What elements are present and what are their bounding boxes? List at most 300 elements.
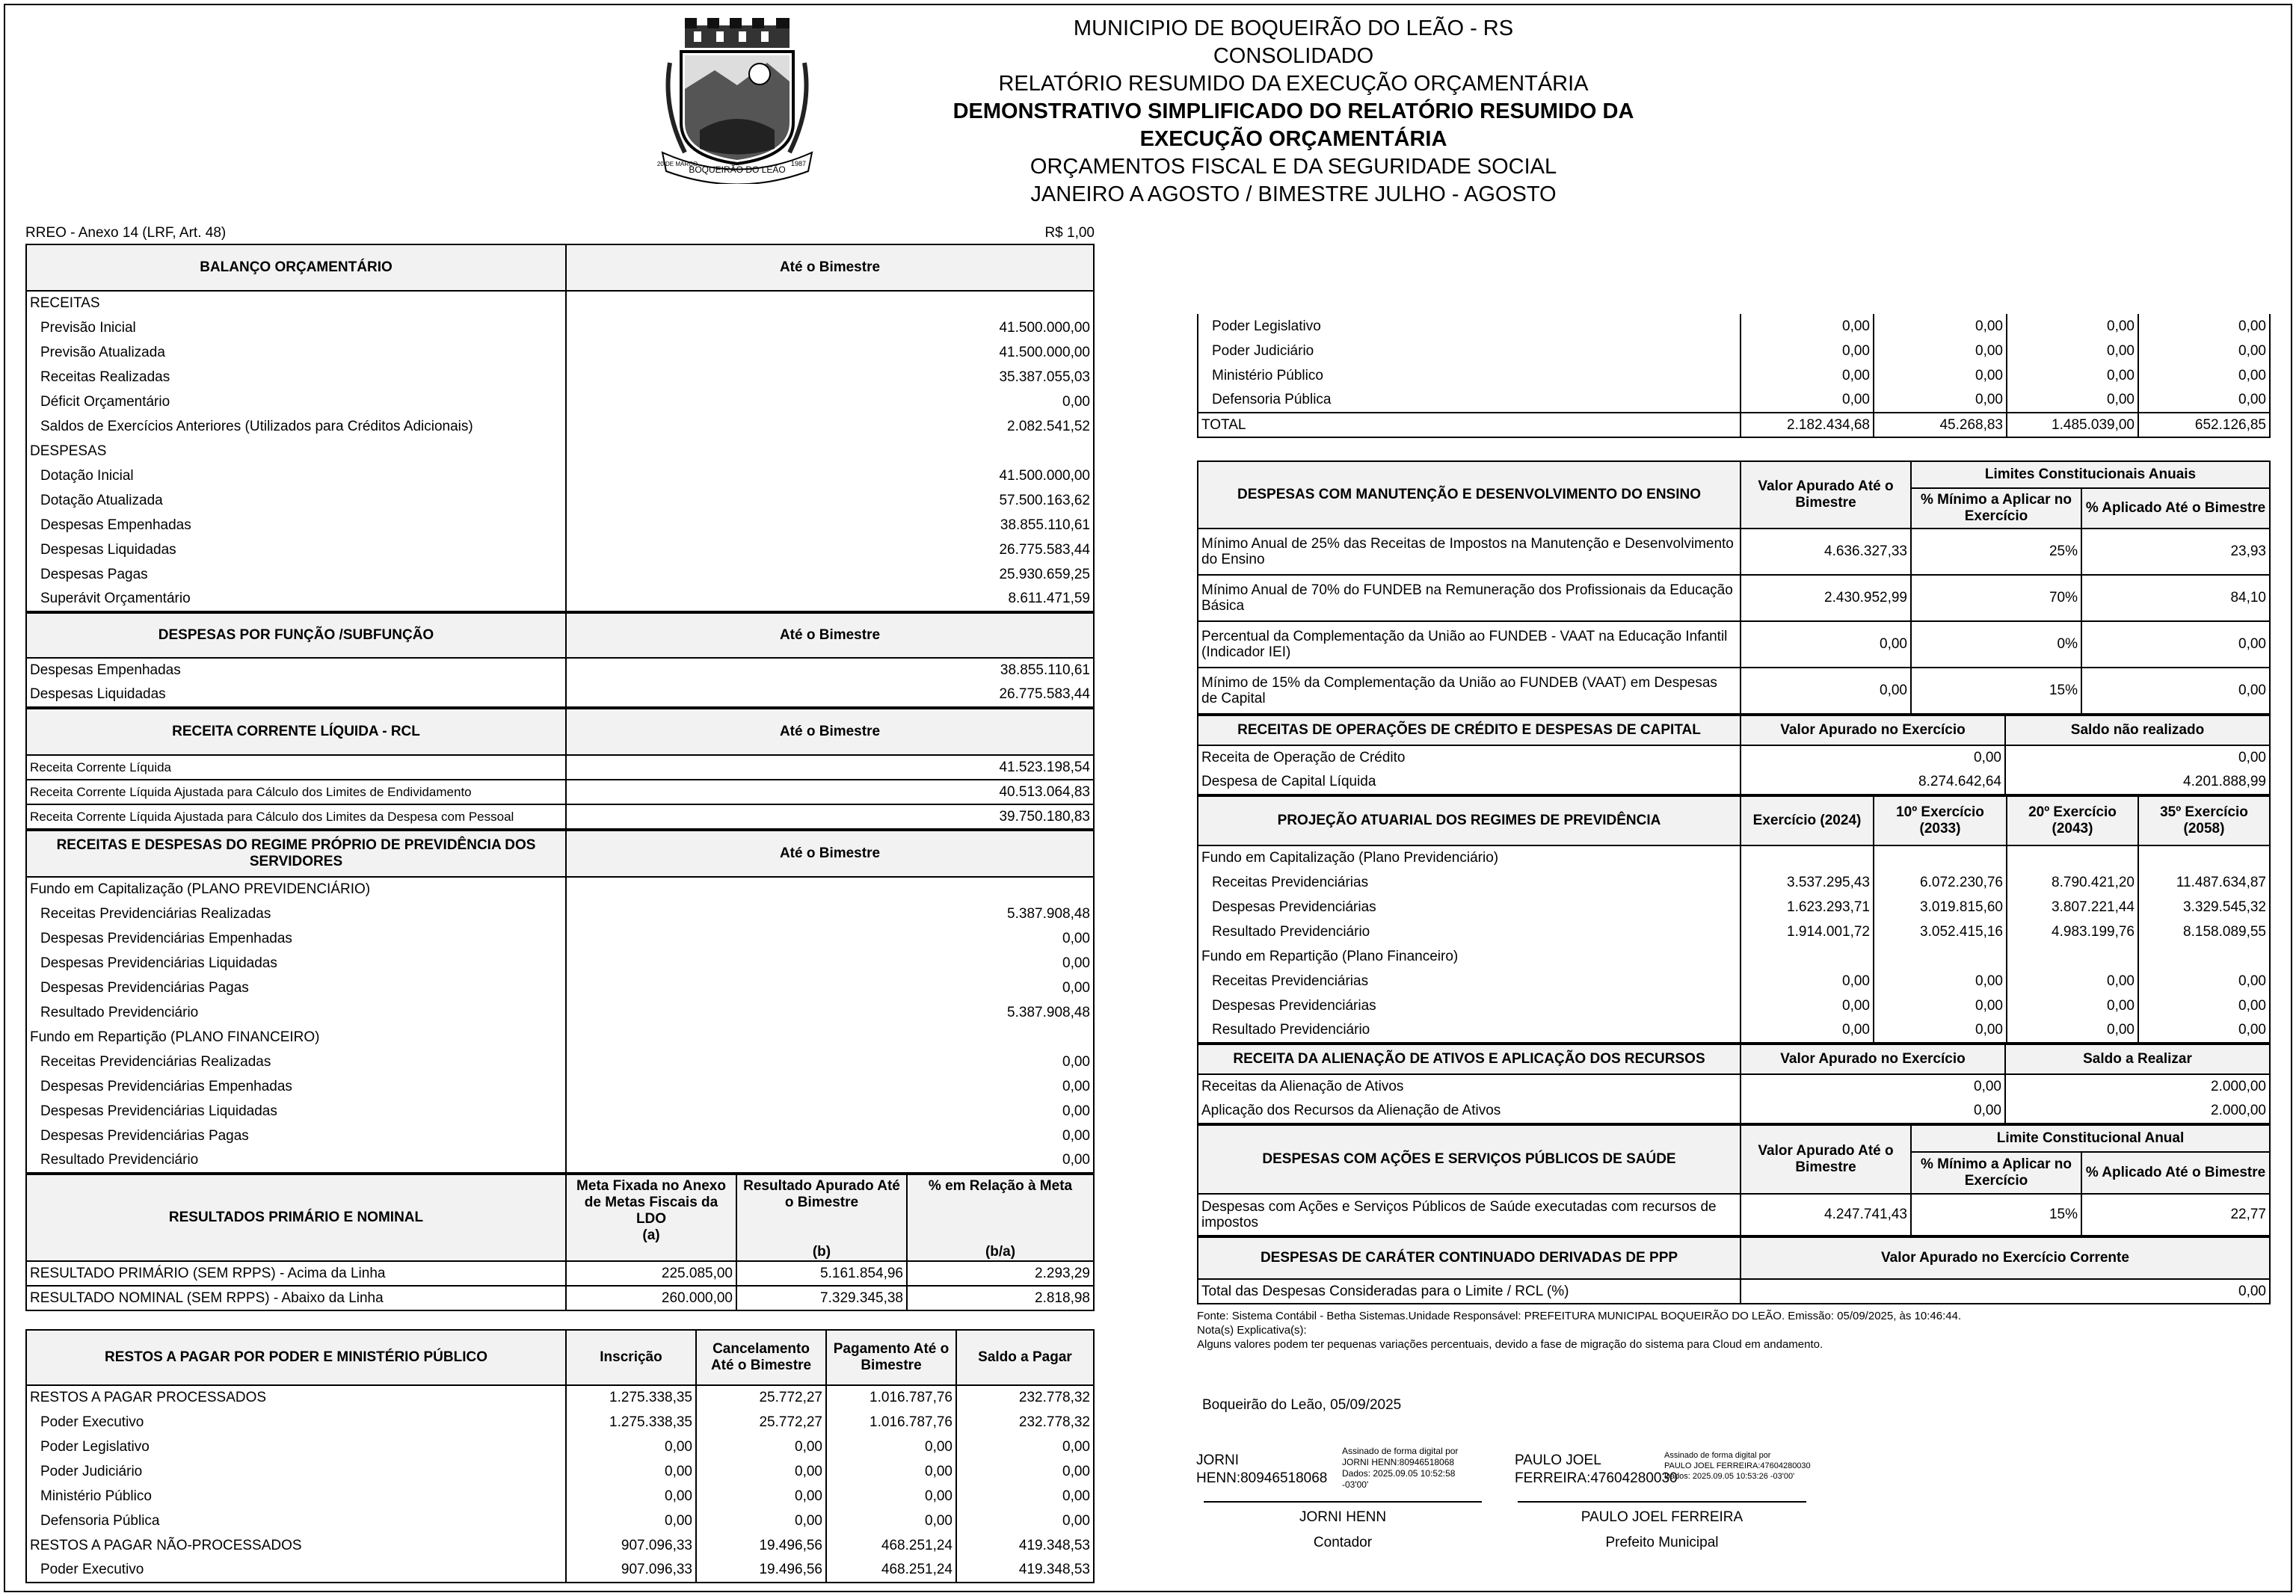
saude-limite-header: Limite Constitucional Anual — [1911, 1125, 2270, 1152]
row-label: Poder Executivo — [26, 1410, 566, 1435]
row-label: RESULTADO NOMINAL (SEM RPPS) - Abaixo da Linha — [26, 1286, 566, 1310]
row-value: 26.775.583,44 — [566, 537, 1094, 562]
table-row — [26, 1124, 1094, 1148]
table-row — [26, 1385, 1094, 1410]
row-label: Poder Legislativo — [26, 1435, 566, 1459]
table-row — [1198, 845, 2270, 870]
alienacao-body — [1198, 1074, 2270, 1124]
row-value: 0,00 — [696, 1435, 826, 1459]
table-row — [26, 976, 1094, 1000]
saude-valor-header: Valor Apurado Até o Bimestre — [1741, 1125, 1911, 1194]
row-value: 2.818,98 — [907, 1286, 1094, 1310]
table-row — [26, 1074, 1094, 1099]
row-value: 0,00 — [566, 1050, 1094, 1074]
cancelamento-header: Cancelamento Até o Bimestre — [696, 1330, 826, 1385]
alienacao-saldo-header: Saldo a Realizar — [2005, 1044, 2270, 1074]
row-label: Despesas Previdenciárias Liquidadas — [26, 1099, 566, 1124]
table-row — [26, 291, 1094, 315]
row-value: 0,00 — [566, 389, 1094, 414]
row-value: 1.623.293,71 — [1741, 895, 1874, 919]
row-value: 0,00 — [1741, 388, 1874, 413]
table-row — [26, 587, 1094, 611]
row-value: 0% — [1911, 621, 2081, 668]
sig1-line — [1204, 1501, 1482, 1503]
header-period: JANEIRO A AGOSTO / BIMESTRE JULHO - AGOSTO — [1030, 182, 1557, 206]
row-label: RESTOS A PAGAR PROCESSADOS — [26, 1385, 566, 1410]
signature-block-prefeito — [1515, 1452, 1814, 1504]
alienacao-valor-header: Valor Apurado no Exercício — [1741, 1044, 2005, 1074]
ppp-table — [1197, 1236, 2271, 1304]
table-row — [26, 1410, 1094, 1435]
table-row — [1198, 770, 2270, 795]
sig1-stamp-line2: JORNI HENN:80946518068 — [1342, 1457, 1455, 1467]
sig2-line — [1518, 1501, 1806, 1503]
row-value: 35.387.055,03 — [566, 365, 1094, 389]
row-label: DESPESAS — [26, 439, 566, 463]
row-label: Receita Corrente Líquida Ajustada para Cálculo dos Limites da Despesa com Pessoal — [26, 804, 566, 829]
row-value: 260.000,00 — [566, 1286, 736, 1310]
table-row — [26, 1533, 1094, 1558]
row-label: Despesas Previdenciárias Pagas — [26, 1124, 566, 1148]
row-label: Total das Despesas Consideradas para o Limite / RCL (%) — [1198, 1279, 1741, 1304]
table-row — [26, 513, 1094, 537]
row-value: 0,00 — [2081, 668, 2270, 714]
row-value: 0,00 — [956, 1509, 1094, 1533]
table-row — [1198, 969, 2270, 993]
saude-aplicado-header: % Aplicado Até o Bimestre — [2081, 1152, 2270, 1194]
row-value: 232.778,32 — [956, 1385, 1094, 1410]
row-value: 0,00 — [2138, 993, 2270, 1018]
row-value: 15% — [1911, 1194, 2081, 1236]
projecao-col-2043: 20º Exercício (2043) — [2007, 796, 2138, 845]
row-value: 19.496,56 — [696, 1533, 826, 1558]
row-value — [1874, 845, 2007, 870]
table-row — [26, 537, 1094, 562]
saldo-header: Saldo a Pagar — [956, 1330, 1094, 1385]
row-label: RESTOS A PAGAR NÃO-PROCESSADOS — [26, 1533, 566, 1558]
table-row — [1198, 745, 2270, 770]
row-label: RESULTADO PRIMÁRIO (SEM RPPS) - Acima da Linha — [26, 1261, 566, 1286]
row-value: 468.251,24 — [826, 1558, 956, 1583]
row-value: 0,00 — [826, 1484, 956, 1509]
sig1-role: Contador — [1313, 1535, 1373, 1550]
row-value: 2.430.952,99 — [1741, 575, 1911, 621]
row-value: 0,00 — [1741, 668, 1911, 714]
header-report-title: RELATÓRIO RESUMIDO DA EXECUÇÃO ORÇAMENTÁRIA — [998, 72, 1589, 96]
row-value — [566, 291, 1094, 315]
table-row — [26, 902, 1094, 926]
row-value: 0,00 — [1874, 388, 2007, 413]
row-value: 5.161.854,96 — [736, 1261, 907, 1286]
row-value: 652.126,85 — [2138, 413, 2270, 437]
table-row — [1198, 314, 2270, 339]
table-row — [1198, 919, 2270, 944]
currency-unit: R$ 1,00 — [1044, 225, 1095, 241]
row-value — [1741, 944, 1874, 969]
row-value: 0,00 — [1741, 363, 1874, 388]
row-label: Receitas da Alienação de Ativos — [1198, 1074, 1741, 1099]
report-footer — [1197, 1309, 2271, 1352]
row-value: 0,00 — [566, 1099, 1094, 1124]
table-row — [1198, 363, 2270, 388]
table-row — [1198, 668, 2270, 714]
table-row — [26, 1459, 1094, 1484]
funcao-header: DESPESAS POR FUNÇÃO /SUBFUNÇÃO — [26, 613, 566, 658]
sig1-name-line1: JORNI — [1196, 1452, 1239, 1468]
row-value: 0,00 — [1741, 1279, 2270, 1304]
table-row — [1198, 339, 2270, 363]
ppp-valor-header: Valor Apurado no Exercício Corrente — [1741, 1237, 2270, 1279]
row-value: 2.082.541,52 — [566, 414, 1094, 439]
row-value — [2007, 944, 2138, 969]
row-value: 45.268,83 — [1874, 413, 2007, 437]
inscricao-header: Inscrição — [566, 1330, 696, 1385]
row-label: Despesas Previdenciárias Liquidadas — [26, 951, 566, 976]
row-value: 0,00 — [1874, 314, 2007, 339]
rpps-header: RECEITAS E DESPESAS DO REGIME PRÓPRIO DE PREVIDÊNCIA DOS SERVIDORES — [26, 831, 566, 877]
row-value: 41.523.198,54 — [566, 755, 1094, 780]
row-value: 6.072.230,76 — [1874, 870, 2007, 895]
percent-meta-header-ba: (b/a) — [985, 1244, 1016, 1260]
rcl-header: RECEITA CORRENTE LÍQUIDA - RCL — [26, 709, 566, 755]
row-value: 4.983.199,76 — [2007, 919, 2138, 944]
row-value: 0,00 — [696, 1509, 826, 1533]
saude-header: DESPESAS COM AÇÕES E SERVIÇOS PÚBLICOS DE SAÚDE — [1198, 1125, 1741, 1194]
table-row — [26, 951, 1094, 976]
rcl-table — [25, 708, 1095, 830]
row-value: 39.750.180,83 — [566, 804, 1094, 829]
resultados-table — [25, 1174, 1095, 1311]
row-value: 3.537.295,43 — [1741, 870, 1874, 895]
table-row — [26, 439, 1094, 463]
table-row — [1198, 1279, 2270, 1304]
funcao-table — [25, 612, 1095, 708]
balanco-header: BALANÇO ORÇAMENTÁRIO — [26, 244, 566, 291]
place-date: Boqueirão do Leão, 05/09/2025 — [1202, 1397, 1402, 1413]
row-value: 0,00 — [2138, 339, 2270, 363]
row-value: 1.275.338,35 — [566, 1385, 696, 1410]
row-value: 0,00 — [696, 1459, 826, 1484]
table-row — [26, 414, 1094, 439]
alienacao-header: RECEITA DA ALIENAÇÃO DE ATIVOS E APLICAÇÃO DOS RECURSOS — [1198, 1044, 1741, 1074]
row-value: 0,00 — [1741, 621, 1911, 668]
row-value: 0,00 — [1874, 339, 2007, 363]
row-value: 2.293,29 — [907, 1261, 1094, 1286]
row-label: Déficit Orçamentário — [26, 389, 566, 414]
credito-header: RECEITAS DE OPERAÇÕES DE CRÉDITO E DESPESAS DE CAPITAL — [1198, 715, 1741, 745]
mde-table — [1197, 460, 2271, 715]
restos-header: RESTOS A PAGAR POR PODER E MINISTÉRIO PÚBLICO — [26, 1330, 566, 1385]
row-value: 7.329.345,38 — [736, 1286, 907, 1310]
table-row — [26, 1286, 1094, 1310]
sig1-stamp-line4: -03'00' — [1342, 1479, 1369, 1490]
table-row — [1198, 1099, 2270, 1124]
row-label: Poder Judiciário — [26, 1459, 566, 1484]
table-row — [1198, 870, 2270, 895]
table-row — [26, 1435, 1094, 1459]
row-label: Receita de Operação de Crédito — [1198, 745, 1741, 770]
row-value: 0,00 — [2138, 1018, 2270, 1043]
rpps-body — [26, 877, 1094, 1173]
row-value: 40.513.064,83 — [566, 780, 1094, 804]
row-value: 1.275.338,35 — [566, 1410, 696, 1435]
row-value: 4.201.888,99 — [2005, 770, 2270, 795]
row-value: 0,00 — [2007, 314, 2138, 339]
row-value — [1874, 944, 2007, 969]
sig1-stamp-line3: Dados: 2025.09.05 10:52:58 — [1342, 1468, 1456, 1479]
row-value: 25% — [1911, 529, 2081, 575]
mde-aplicado-header: % Aplicado Até o Bimestre — [2081, 488, 2270, 529]
row-label: Despesas Empenhadas — [26, 513, 566, 537]
row-value: 57.500.163,62 — [566, 488, 1094, 513]
row-value — [2007, 845, 2138, 870]
row-label: Despesas Previdenciárias Pagas — [26, 976, 566, 1000]
row-value: 26.775.583,44 — [566, 683, 1094, 707]
table-row — [1198, 895, 2270, 919]
row-label: RECEITAS — [26, 291, 566, 315]
row-label: Poder Legislativo — [1198, 314, 1741, 339]
row-label: Despesas Previdenciárias — [1198, 993, 1741, 1018]
row-value: 0,00 — [566, 1459, 696, 1484]
row-value: 419.348,53 — [956, 1533, 1094, 1558]
table-row — [26, 562, 1094, 587]
row-value: 0,00 — [2007, 1018, 2138, 1043]
row-value: 5.387.908,48 — [566, 902, 1094, 926]
row-value: 38.855.110,61 — [566, 513, 1094, 537]
row-value — [1741, 845, 1874, 870]
row-value: 4.636.327,33 — [1741, 529, 1911, 575]
credito-saldo-header: Saldo não realizado — [2005, 715, 2270, 745]
row-value: 0,00 — [1741, 969, 1874, 993]
funcao-body — [26, 658, 1094, 707]
sig2-stamp-line2: PAULO JOEL FERREIRA:47604280030 — [1664, 1461, 1811, 1470]
row-label: Aplicação dos Recursos da Alienação de Ativos — [1198, 1099, 1741, 1124]
table-row — [1198, 413, 2270, 437]
row-value: 907.096,33 — [566, 1533, 696, 1558]
row-value: 0,00 — [1741, 1074, 2005, 1099]
row-label: Despesas Liquidadas — [26, 537, 566, 562]
table-row — [26, 340, 1094, 365]
row-label: Fundo em Capitalização (PLANO PREVIDENCIÁRIO) — [26, 877, 566, 902]
row-label: Receita Corrente Líquida — [26, 755, 566, 780]
row-label: Fundo em Repartição (Plano Financeiro) — [1198, 944, 1741, 969]
row-value: 0,00 — [956, 1435, 1094, 1459]
row-value: 3.807.221,44 — [2007, 895, 2138, 919]
mde-limites-header: Limites Constitucionais Anuais — [1911, 461, 2270, 488]
row-value: 38.855.110,61 — [566, 658, 1094, 683]
row-label: Resultado Previdenciário — [26, 1148, 566, 1173]
table-row — [26, 658, 1094, 683]
row-value: 3.019.815,60 — [1874, 895, 2007, 919]
row-value — [566, 877, 1094, 902]
row-label: Resultado Previdenciário — [1198, 1018, 1741, 1043]
row-value: 0,00 — [826, 1435, 956, 1459]
sig1-name: JORNI HENN — [1299, 1509, 1387, 1525]
table-row — [26, 926, 1094, 951]
header-consolidado: CONSOLIDADO — [1213, 44, 1374, 68]
row-label: Ministério Público — [26, 1484, 566, 1509]
header-orcamentos: ORÇAMENTOS FISCAL E DA SEGURIDADE SOCIAL — [1029, 155, 1557, 179]
projecao-table — [1197, 795, 2271, 1044]
credito-table — [1197, 715, 2271, 795]
row-value: 0,00 — [2007, 993, 2138, 1018]
row-label: Saldos de Exercícios Anteriores (Utilizados para Créditos Adicionais) — [26, 414, 566, 439]
row-value: 0,00 — [2138, 363, 2270, 388]
sig2-stamp-line1: Assinado de forma digital por — [1664, 1451, 1771, 1460]
table-row — [26, 1558, 1094, 1583]
row-value: 0,00 — [826, 1459, 956, 1484]
row-value: 84,10 — [2081, 575, 2270, 621]
row-label: Poder Executivo — [26, 1558, 566, 1583]
row-value: 0,00 — [1741, 339, 1874, 363]
row-label: Mínimo de 15% da Complementação da União ao FUNDEB (VAAT) em Despesas de Capital — [1198, 668, 1741, 714]
credito-valor-header: Valor Apurado no Exercício — [1741, 715, 2005, 745]
table-row — [26, 1099, 1094, 1124]
row-value: 8.158.089,55 — [2138, 919, 2270, 944]
table-row — [1198, 944, 2270, 969]
table-row — [26, 488, 1094, 513]
resultados-header: RESULTADOS PRIMÁRIO E NOMINAL — [26, 1174, 566, 1261]
rcl-period-header: Até o Bimestre — [566, 709, 1094, 755]
row-value: 0,00 — [566, 926, 1094, 951]
row-label: Despesas Liquidadas — [26, 683, 566, 707]
row-value: 2.182.434,68 — [1741, 413, 1874, 437]
ppp-body — [1198, 1279, 2270, 1304]
table-row — [1198, 993, 2270, 1018]
row-label: Despesas com Ações e Serviços Públicos de Saúde executadas com recursos de impostos — [1198, 1194, 1741, 1236]
table-row — [26, 804, 1094, 829]
crest-banner-text: BOQUEIRÃO DO LEÃO — [689, 164, 786, 175]
annex-label: RREO - Anexo 14 (LRF, Art. 48) — [25, 225, 227, 241]
table-row — [26, 365, 1094, 389]
row-value: 0,00 — [1741, 745, 2005, 770]
row-label: Mínimo Anual de 25% das Receitas de Impostos na Manutenção e Desenvolvimento do Ensino — [1198, 529, 1741, 575]
percent-meta-header: % em Relação à Meta — [928, 1178, 1073, 1194]
row-label: Receitas Previdenciárias Realizadas — [26, 1050, 566, 1074]
row-value: 0,00 — [2138, 388, 2270, 413]
row-label: Previsão Inicial — [26, 315, 566, 340]
meta-header: Meta Fixada no Anexo de Metas Fiscais da LDO — [576, 1178, 726, 1227]
row-label: Resultado Previdenciário — [1198, 919, 1741, 944]
row-label: Despesas Pagas — [26, 562, 566, 587]
report-header — [882, 15, 1705, 209]
table-row — [26, 1050, 1094, 1074]
balanco-period-header: Até o Bimestre — [566, 244, 1094, 291]
annex-line — [25, 223, 1095, 244]
table-row — [26, 755, 1094, 780]
restos-table — [25, 1329, 1095, 1583]
sig2-name: PAULO JOEL FERREIRA — [1581, 1509, 1743, 1525]
footer-fonte: Fonte: Sistema Contábil - Betha Sistemas.Unidade Responsável: PREFEITURA MUNICIPAL BOQUEIRÃO DO LEÃO. Emissão: 05/09/2025, às 10:46:44. — [1197, 1310, 1962, 1322]
row-value: 0,00 — [566, 951, 1094, 976]
projecao-body — [1198, 845, 2270, 1043]
table-row — [26, 315, 1094, 340]
row-value: 41.500.000,00 — [566, 463, 1094, 488]
row-value: 0,00 — [1874, 993, 2007, 1018]
row-value: 2.000,00 — [2005, 1074, 2270, 1099]
restos-continuation-body — [1198, 314, 2270, 437]
table-row — [26, 1025, 1094, 1050]
row-value: 1.016.787,76 — [826, 1385, 956, 1410]
table-row — [26, 463, 1094, 488]
row-value: 0,00 — [1741, 1018, 1874, 1043]
row-value: 2.000,00 — [2005, 1099, 2270, 1124]
row-value: 0,00 — [1741, 314, 1874, 339]
resultados-body — [26, 1261, 1094, 1310]
saude-table — [1197, 1124, 2271, 1236]
row-value: 0,00 — [2138, 969, 2270, 993]
row-label: Fundo em Repartição (PLANO FINANCEIRO) — [26, 1025, 566, 1050]
balanco-table — [25, 244, 1095, 612]
row-label: Receitas Previdenciárias Realizadas — [26, 902, 566, 926]
sig2-role: Prefeito Municipal — [1605, 1535, 1719, 1550]
row-value: 468.251,24 — [826, 1533, 956, 1558]
restos-body — [26, 1385, 1094, 1583]
row-value: 0,00 — [1874, 1018, 2007, 1043]
row-label: Defensoria Pública — [1198, 388, 1741, 413]
resultado-apurado-header-b: (b) — [812, 1244, 831, 1260]
row-label: Despesas Previdenciárias — [1198, 895, 1741, 919]
row-value: 1.485.039,00 — [2007, 413, 2138, 437]
row-label: Ministério Público — [1198, 363, 1741, 388]
row-value: 0,00 — [566, 1484, 696, 1509]
table-row — [26, 389, 1094, 414]
table-row — [26, 1000, 1094, 1025]
projecao-header: PROJEÇÃO ATUARIAL DOS REGIMES DE PREVIDÊNCIA — [1198, 796, 1741, 845]
alienacao-table — [1197, 1044, 2271, 1124]
row-value — [566, 1025, 1094, 1050]
row-value: 15% — [1911, 668, 2081, 714]
row-label: Defensoria Pública — [26, 1509, 566, 1533]
sig1-stamp-line1: Assinado de forma digital por — [1342, 1446, 1459, 1456]
balanco-body — [26, 291, 1094, 611]
row-value: 0,00 — [566, 976, 1094, 1000]
row-label: Percentual da Complementação da União ao FUNDEB - VAAT na Educação Infantil (Indicador IEI) — [1198, 621, 1741, 668]
pagamento-header: Pagamento Até o Bimestre — [826, 1330, 956, 1385]
signature-block-contador — [1196, 1446, 1480, 1504]
row-label: Dotação Atualizada — [26, 488, 566, 513]
row-label: Fundo em Capitalização (Plano Previdenciário) — [1198, 845, 1741, 870]
saude-minimo-header: % Mínimo a Aplicar no Exercício — [1911, 1152, 2081, 1194]
row-value: 0,00 — [566, 1509, 696, 1533]
rpps-period-header: Até o Bimestre — [566, 831, 1094, 877]
row-value: 11.487.634,87 — [2138, 870, 2270, 895]
row-value: 0,00 — [2007, 339, 2138, 363]
row-label: Receita Corrente Líquida Ajustada para Cálculo dos Limites de Endividamento — [26, 780, 566, 804]
row-label: Despesa de Capital Líquida — [1198, 770, 1741, 795]
ppp-header: DESPESAS DE CARÁTER CONTINUADO DERIVADAS DE PPP — [1198, 1237, 1741, 1279]
row-value: 0,00 — [956, 1484, 1094, 1509]
table-row — [1198, 529, 2270, 575]
projecao-col-2058: 35º Exercício (2058) — [2138, 796, 2270, 845]
row-label: Mínimo Anual de 70% do FUNDEB na Remuneração dos Profissionais da Educação Básica — [1198, 575, 1741, 621]
row-value: 0,00 — [1874, 969, 2007, 993]
row-label: Dotação Inicial — [26, 463, 566, 488]
table-row — [26, 683, 1094, 707]
table-row — [1198, 575, 2270, 621]
row-label: Despesas Previdenciárias Empenhadas — [26, 1074, 566, 1099]
footer-nota-label: Nota(s) Explicativa(s): — [1197, 1324, 1307, 1337]
row-value: 0,00 — [2138, 314, 2270, 339]
header-demonstrativo: DEMONSTRATIVO SIMPLIFICADO DO RELATÓRIO RESUMIDO DA — [952, 99, 1634, 123]
row-label: Despesas Empenhadas — [26, 658, 566, 683]
row-label: Receitas Previdenciárias — [1198, 969, 1741, 993]
row-value: 0,00 — [566, 1124, 1094, 1148]
row-value: 8.274.642,64 — [1741, 770, 2005, 795]
row-value: 41.500.000,00 — [566, 340, 1094, 365]
table-row — [1198, 1018, 2270, 1043]
footer-nota-text: Alguns valores podem ter pequenas variações percentuais, devido a fase de migração do sistema para Cloud em andamento. — [1197, 1338, 1823, 1351]
